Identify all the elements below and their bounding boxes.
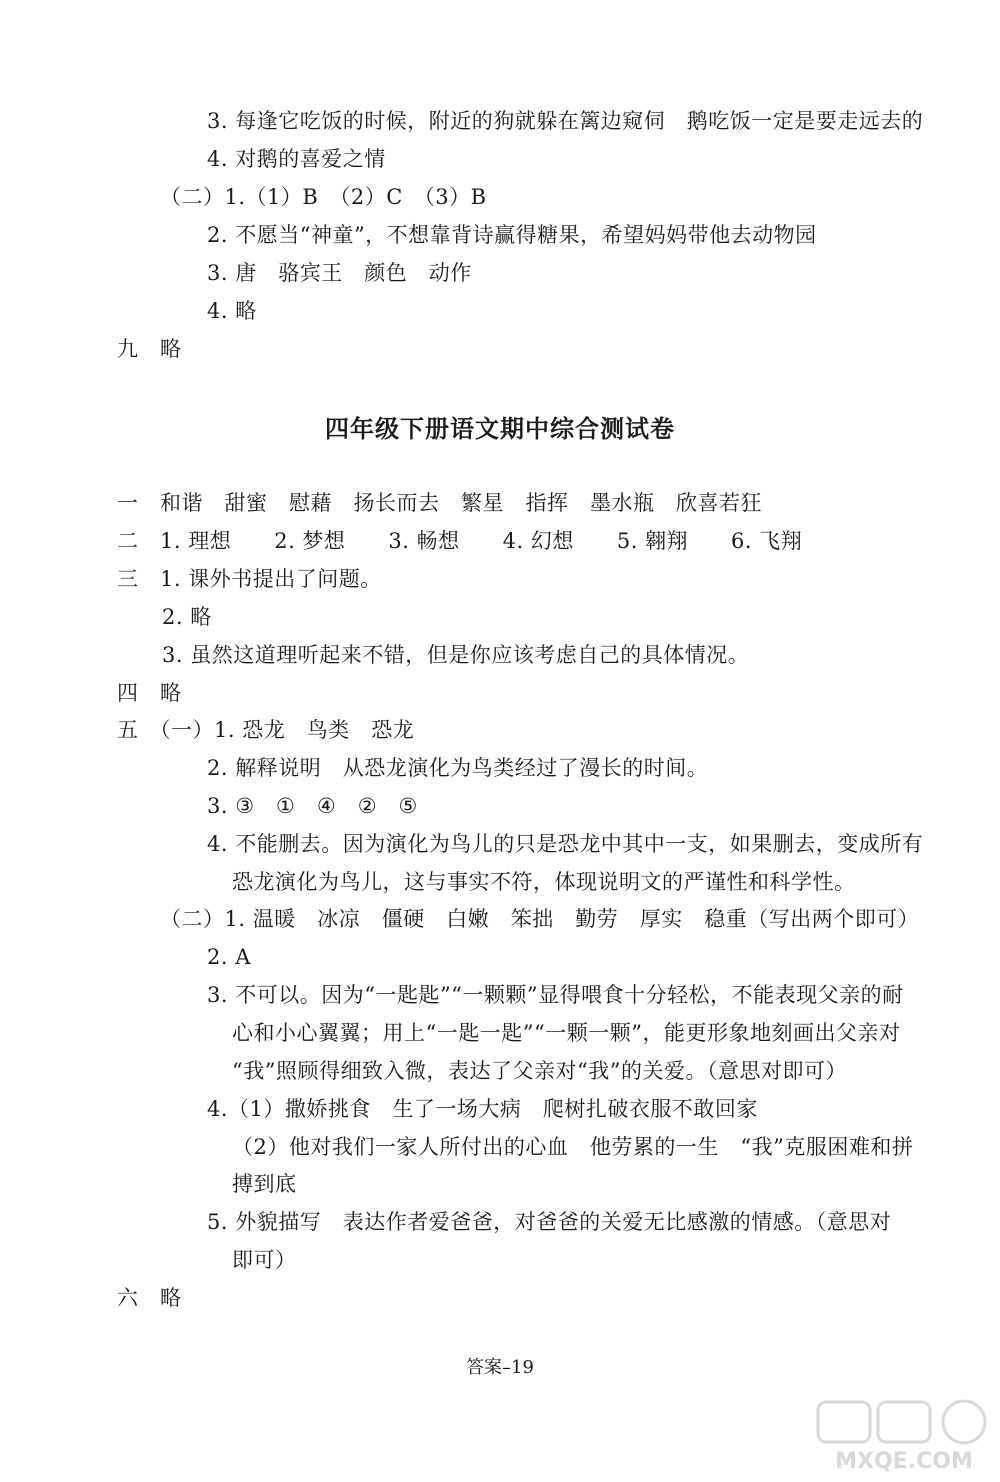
answer-line: 3. 虽然这道理听起来不错，但是你应该考虑自己的具体情况。 bbox=[162, 643, 750, 667]
answer-line: 4. 略 bbox=[207, 299, 257, 323]
answer-line: 3. 每逢它吃饭的时候，附近的狗就躲在篱边窥伺 鹅吃饭一定是要走远去的 bbox=[207, 109, 924, 133]
answer-line: （2）他对我们一家人所付出的心血 他劳累的一生 “我”克服困难和拼 bbox=[232, 1135, 914, 1159]
answer-line: 3. 不可以。因为“一匙匙”“一颗颗”显得喂食十分轻松，不能表现父亲的耐 bbox=[207, 983, 904, 1007]
section-heading: 六 略 bbox=[117, 1286, 182, 1310]
answer-line: 2. 略 bbox=[162, 605, 212, 629]
answer-line: 3. 唐 骆宾王 颜色 动作 bbox=[207, 261, 472, 285]
answer-line: 恐龙演化为鸟儿，这与事实不符，体现说明文的严谨性和科学性。 bbox=[232, 870, 856, 894]
answer-line: 4. 对鹅的喜爱之情 bbox=[207, 147, 386, 171]
answer-line: “我”照顾得细致入微，表达了父亲对“我”的关爱。（意思对即可） bbox=[232, 1059, 847, 1083]
section-heading: 四 略 bbox=[117, 681, 182, 705]
answer-line: 即可） bbox=[232, 1248, 297, 1272]
answer-line: （二）1.（1）B （2）C （3）B bbox=[160, 185, 487, 209]
answer-line: 心和小心翼翼；用上“一匙一匙”“一颗一颗”，能更形象地刻画出父亲对 bbox=[232, 1021, 901, 1045]
page-title: 四年级下册语文期中综合测试卷 bbox=[325, 415, 675, 443]
answer-line: 三 1. 课外书提出了问题。 bbox=[117, 567, 382, 591]
watermark-domain: MXQE.COM bbox=[835, 1449, 973, 1474]
answer-line: 4. 不能删去。因为演化为鸟儿的只是恐龙中其中一支，如果删去，变成所有 bbox=[207, 832, 924, 856]
answer-line: 二 1. 理想 2. 梦想 3. 畅想 4. 幻想 5. 翱翔 6. 飞翔 bbox=[117, 529, 803, 553]
answer-line: 3. ③ ① ④ ② ⑤ bbox=[207, 794, 418, 818]
answer-line: 一 和谐 甜蜜 慰藉 扬长而去 繁星 指挥 墨水瓶 欣喜若狂 bbox=[117, 491, 762, 515]
answer-line: 五 （一）1. 恐龙 鸟类 恐龙 bbox=[117, 718, 415, 742]
answer-line: 2. 不愿当“神童”，不想靠背诗赢得糖果，希望妈妈带他去动物园 bbox=[207, 223, 817, 247]
answer-line: 5. 外貌描写 表达作者爱爸爸，对爸爸的关爱无比感激的情感。（意思对 bbox=[207, 1210, 892, 1234]
section-heading: 九 略 bbox=[117, 337, 182, 361]
page-number: 答案–19 bbox=[466, 1357, 534, 1378]
watermark-logo bbox=[814, 1398, 994, 1478]
answer-line: 4.（1）撒娇挑食 生了一场大病 爬树扎破衣服不敢回家 bbox=[207, 1097, 758, 1121]
answer-line: 搏到底 bbox=[232, 1172, 297, 1196]
answer-line: 2. 解释说明 从恐龙演化为鸟类经过了漫长的时间。 bbox=[207, 756, 709, 780]
answer-line: 2. A bbox=[207, 945, 251, 969]
answer-line: （二）1. 温暖 冰凉 僵硬 白嫩 笨拙 勤劳 厚实 稳重（写出两个即可） bbox=[160, 907, 920, 931]
